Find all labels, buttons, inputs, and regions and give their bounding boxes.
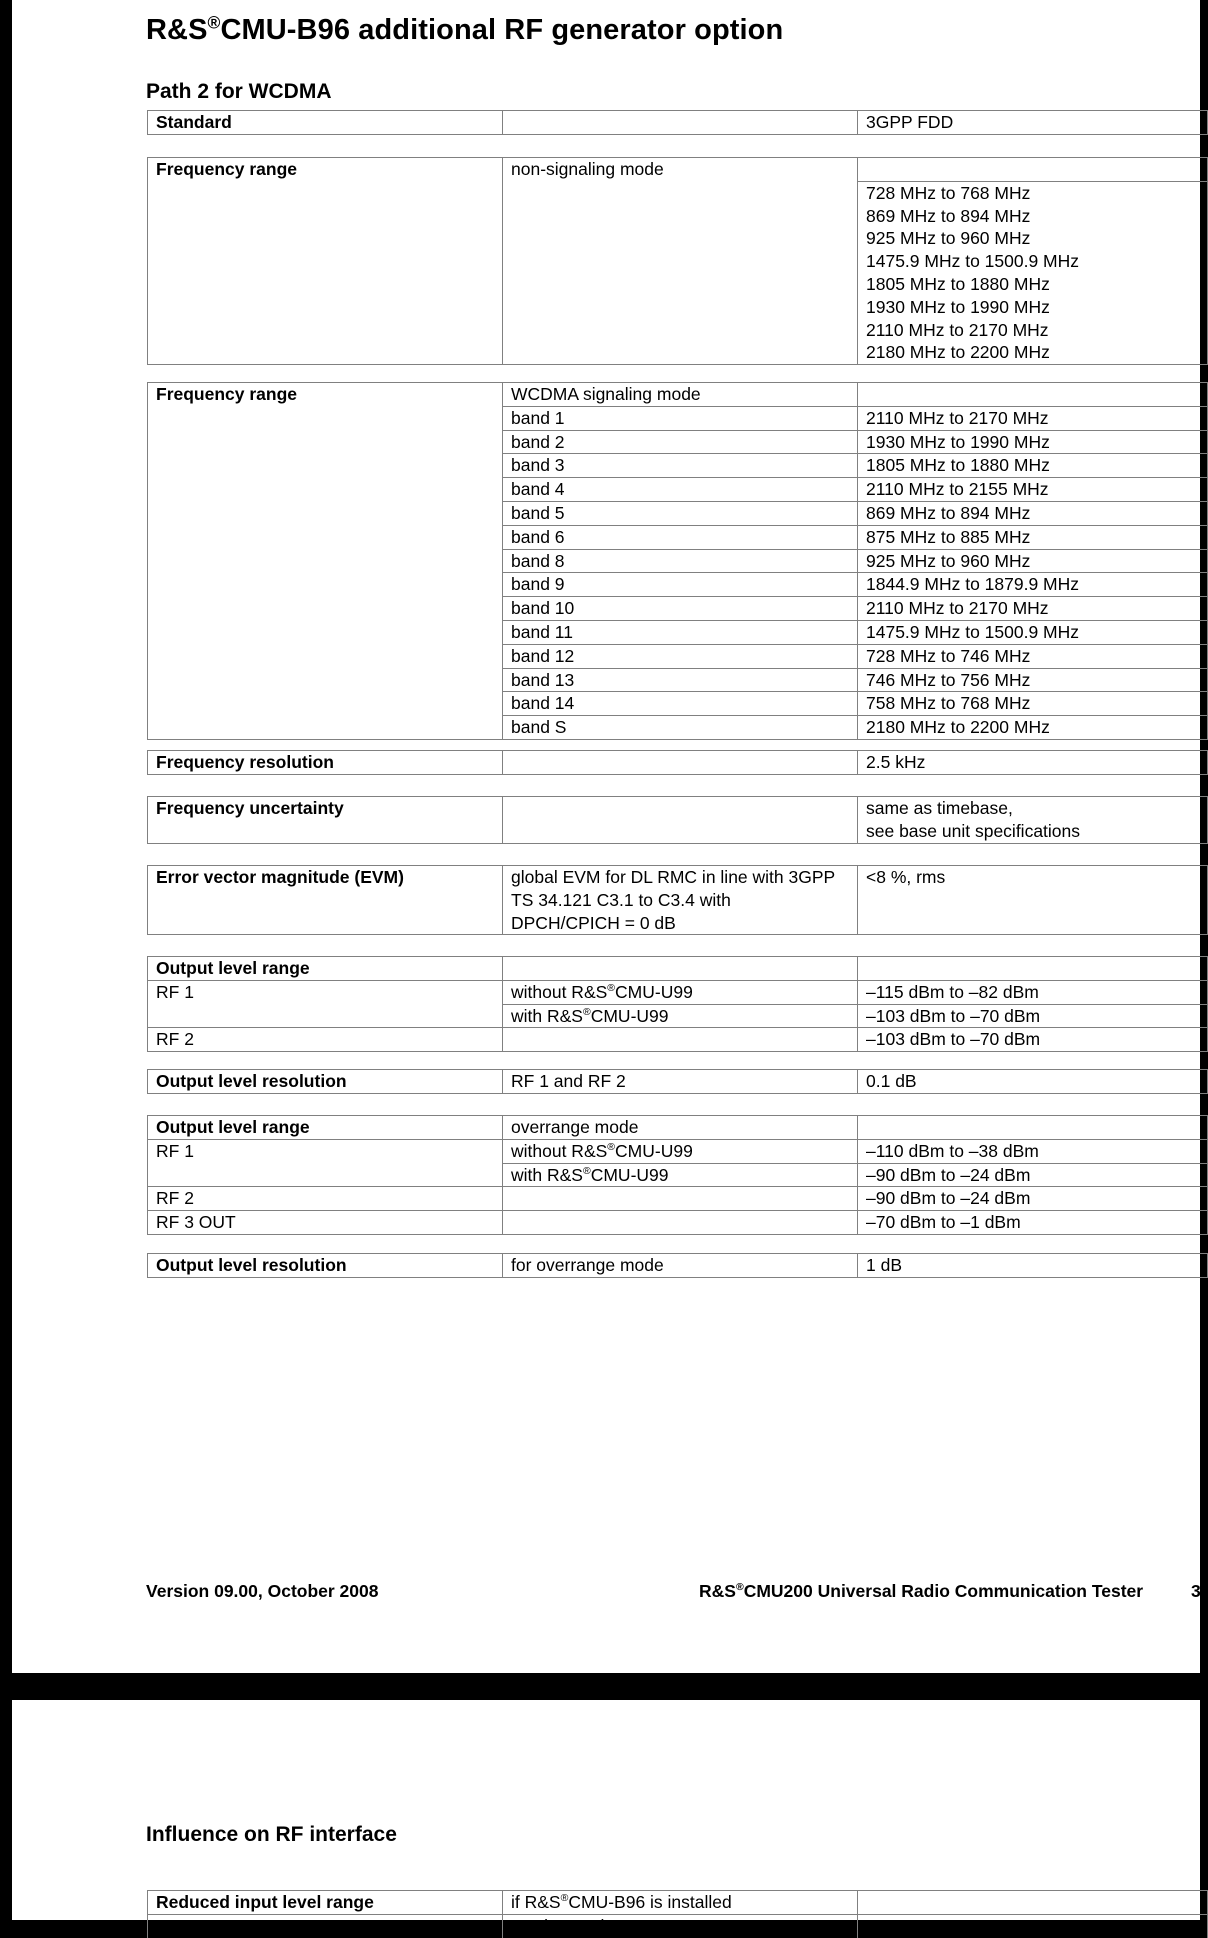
condition-without-u99: without R&S®CMU-U99	[503, 980, 858, 1004]
condition-with-u99: with R&S®CMU-U99	[503, 1004, 858, 1028]
output-level-resolution-label: Output level resolution	[148, 1254, 503, 1278]
band-name: band 13	[503, 668, 858, 692]
band-name: band 3	[503, 454, 858, 478]
evm-condition: DPCH/CPICH = 0 dB	[503, 912, 858, 935]
port-label: RF 1	[148, 1914, 503, 1937]
range-value: 2180 MHz to 2200 MHz	[858, 341, 1208, 364]
band-range: 1844.9 MHz to 1879.9 MHz	[858, 573, 1208, 597]
mode-label: non-signaling mode	[503, 158, 858, 182]
evm-table	[147, 865, 1208, 935]
standard-condition	[503, 111, 858, 135]
rf1-condition: continuous input power	[503, 1914, 858, 1937]
range-value: 925 MHz to 960 MHz	[858, 227, 1208, 250]
footer-product: R&S®CMU200 Universal Radio Communication Tester	[699, 1581, 1144, 1601]
evm-condition: TS 34.121 C3.1 to C3.4 with	[503, 889, 858, 912]
output-level-resolution-condition: for overrange mode	[503, 1254, 858, 1278]
level-value: –90 dBm to –24 dBm	[858, 1163, 1208, 1187]
reduced-input-condition: if R&S®CMU-B96 is installed	[503, 1891, 858, 1915]
freq-range-nonsignaling-table	[147, 157, 1208, 365]
range-value: 2110 MHz to 2170 MHz	[858, 319, 1208, 342]
evm-label: Error vector magnitude (EVM)	[148, 866, 503, 889]
standard-label: Standard	[148, 111, 503, 135]
condition-without-u99: without R&S®CMU-U99	[503, 1139, 858, 1163]
freq-resolution-label: Frequency resolution	[148, 751, 503, 775]
band-range: 1930 MHz to 1990 MHz	[858, 430, 1208, 454]
footer-version: Version 09.00, October 2008	[146, 1581, 379, 1601]
port-label: RF 1	[148, 980, 503, 1004]
standard-table	[147, 110, 1208, 135]
standard-value: 3GPP FDD	[858, 111, 1208, 135]
band-name: band 1	[503, 406, 858, 430]
output-level-resolution-overrange-table	[147, 1253, 1208, 1278]
freq-uncertainty-value: see base unit specifications	[858, 820, 1208, 843]
band-name: band 12	[503, 644, 858, 668]
output-level-resolution-condition: RF 1 and RF 2	[503, 1070, 858, 1094]
output-level-resolution-label: Output level resolution	[148, 1070, 503, 1094]
output-level-resolution-value: 0.1 dB	[858, 1070, 1208, 1094]
output-level-range-overrange-table	[147, 1115, 1208, 1235]
band-range: 2180 MHz to 2200 MHz	[858, 716, 1208, 740]
range-value: 869 MHz to 894 MHz	[858, 205, 1208, 228]
band-range: 2110 MHz to 2155 MHz	[858, 478, 1208, 502]
condition-with-u99: with R&S®CMU-U99	[503, 1163, 858, 1187]
freq-resolution-table	[147, 750, 1208, 775]
band-range: 869 MHz to 894 MHz	[858, 501, 1208, 525]
range-value: 728 MHz to 768 MHz	[858, 181, 1208, 204]
output-level-resolution-value: 1 dB	[858, 1254, 1208, 1278]
mode-label: overrange mode	[503, 1116, 858, 1140]
band-range: 1805 MHz to 1880 MHz	[858, 454, 1208, 478]
output-level-range-label: Output level range	[148, 957, 503, 981]
datasheet-page-1	[12, 0, 1200, 1673]
range-value: 1475.9 MHz to 1500.9 MHz	[858, 250, 1208, 273]
freq-uncertainty-value: same as timebase,	[858, 797, 1208, 820]
mode-label: WCDMA signaling mode	[503, 383, 858, 407]
freq-resolution-value: 2.5 kHz	[858, 751, 1208, 775]
band-name: band 6	[503, 525, 858, 549]
band-name: band 11	[503, 620, 858, 644]
band-range: 758 MHz to 768 MHz	[858, 692, 1208, 716]
band-range: 2110 MHz to 2170 MHz	[858, 406, 1208, 430]
range-value: 1805 MHz to 1880 MHz	[858, 273, 1208, 296]
band-range: 2110 MHz to 2170 MHz	[858, 597, 1208, 621]
port-label: RF 2	[148, 1028, 503, 1052]
port-label: RF 1	[148, 1139, 503, 1163]
band-name: band 5	[503, 501, 858, 525]
freq-range-label: Frequency range	[148, 158, 503, 182]
band-range: 728 MHz to 746 MHz	[858, 644, 1208, 668]
band-range: 925 MHz to 960 MHz	[858, 549, 1208, 573]
level-value: –70 dBm to –1 dBm	[858, 1211, 1208, 1235]
section-heading-path2: Path 2 for WCDMA	[146, 80, 332, 103]
evm-value: <8 %, rms	[858, 866, 1208, 889]
datasheet-page-2	[12, 1700, 1200, 1936]
port-label: RF 2	[148, 1187, 503, 1211]
band-name: band 8	[503, 549, 858, 573]
band-name: band 2	[503, 430, 858, 454]
output-level-range-label: Output level range	[148, 1116, 503, 1140]
level-value: –103 dBm to –70 dBm	[858, 1004, 1208, 1028]
footer-page-number: 3	[1191, 1581, 1201, 1601]
band-range: 875 MHz to 885 MHz	[858, 525, 1208, 549]
band-name: band 10	[503, 597, 858, 621]
port-label: RF 3 OUT	[148, 1211, 503, 1235]
rf1-value: max. 2 W	[858, 1914, 1208, 1937]
band-name: band 14	[503, 692, 858, 716]
band-range: 1475.9 MHz to 1500.9 MHz	[858, 620, 1208, 644]
band-name: band 9	[503, 573, 858, 597]
level-value: –103 dBm to –70 dBm	[858, 1028, 1208, 1052]
section-heading-rf-interface: Influence on RF interface	[146, 1823, 397, 1846]
level-value: –115 dBm to –82 dBm	[858, 980, 1208, 1004]
freq-range-label: Frequency range	[148, 383, 503, 407]
freq-uncertainty-label: Frequency uncertainty	[148, 797, 503, 820]
freq-range-signaling-table	[147, 382, 1208, 740]
freq-uncertainty-table	[147, 796, 1208, 844]
output-level-range-table	[147, 956, 1208, 1052]
band-range: 746 MHz to 756 MHz	[858, 668, 1208, 692]
band-name: band 4	[503, 478, 858, 502]
page-title: R&S®CMU-B96 additional RF generator option	[146, 12, 784, 46]
level-value: –110 dBm to –38 dBm	[858, 1139, 1208, 1163]
reduced-input-table	[147, 1890, 1208, 1938]
evm-condition: global EVM for DL RMC in line with 3GPP	[503, 866, 858, 889]
band-name: band S	[503, 716, 858, 740]
level-value: –90 dBm to –24 dBm	[858, 1187, 1208, 1211]
output-level-resolution-table	[147, 1069, 1208, 1094]
reduced-input-label: Reduced input level range	[148, 1891, 503, 1915]
range-value: 1930 MHz to 1990 MHz	[858, 296, 1208, 319]
